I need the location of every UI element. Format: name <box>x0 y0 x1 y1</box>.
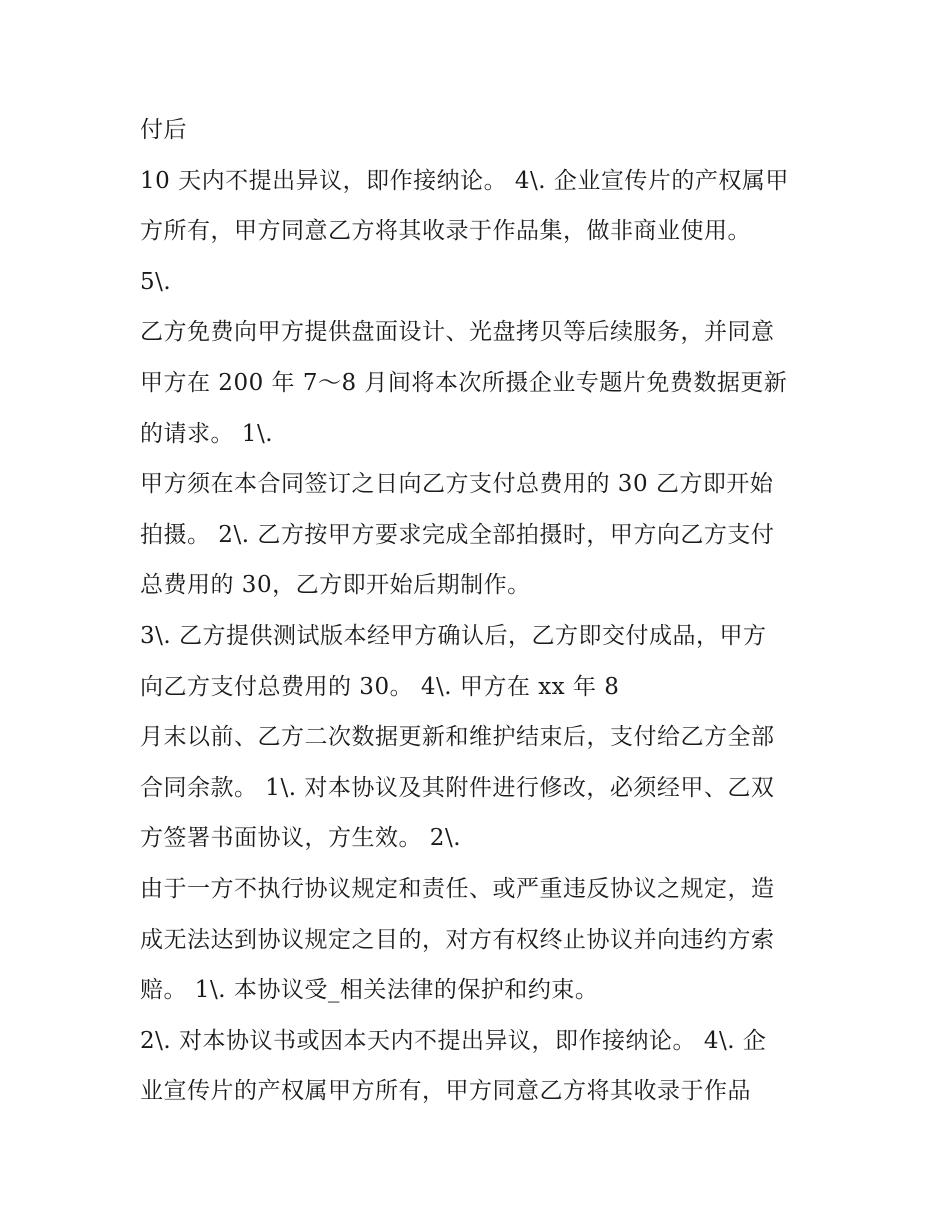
text-line: 总费用的 30，乙方即开始后期制作。 <box>140 572 531 599</box>
text-line: 的请求。 1\. <box>140 420 274 447</box>
text-line: 拍摄。 2\. 乙方按甲方要求完成全部拍摄时，甲方向乙方支付 <box>140 521 775 548</box>
text-line: 甲方在 200 年 7～8 月间将本次所摄企业专题片免费数据更新 <box>140 369 788 396</box>
text-line: 5\. <box>140 268 172 295</box>
text-line: 向乙方支付总费用的 30。 4\. 甲方在 xx 年 8 <box>140 673 620 700</box>
text-line: 合同余款。 1\. 对本协议及其附件进行修改，必须经甲、乙双 <box>140 774 775 801</box>
text-line: 方所有，甲方同意乙方将其收录于作品集，做非商业使用。 <box>140 218 751 245</box>
text-line: 乙方免费向甲方提供盘面设计、光盘拷贝等后续服务，并同意 <box>140 319 775 346</box>
document-body <box>140 105 820 1117</box>
text-line: 成无法达到协议规定之目的，对方有权终止协议并向违约方索 <box>140 926 775 953</box>
text-line: 由于一方不执行协议规定和责任、或严重违反协议之规定，造 <box>140 875 775 902</box>
text-line: 10 天内不提出异议，即作接纳论。 4\. 企业宣传片的产权属甲 <box>140 167 789 194</box>
text-line: 月末以前、乙方二次数据更新和维护结束后，支付给乙方全部 <box>140 724 775 751</box>
text-line: 3\. 乙方提供测试版本经甲方确认后，乙方即交付成品，甲方 <box>140 622 767 649</box>
text-line: 甲方须在本合同签订之日向乙方支付总费用的 30 乙方即开始 <box>140 471 774 498</box>
text-line: 赔。 1\. 本协议受_相关法律的保护和约束。 <box>140 977 599 1004</box>
text-line: 业宣传片的产权属甲方所有，甲方同意乙方将其收录于作品 <box>140 1078 751 1105</box>
text-line: 方签署书面协议，方生效。 2\. <box>140 825 462 852</box>
text-line: 2\. 对本协议书或因本天内不提出异议，即作接纳论。 4\. 企 <box>140 1027 767 1054</box>
text-line: 付后 <box>140 117 187 143</box>
